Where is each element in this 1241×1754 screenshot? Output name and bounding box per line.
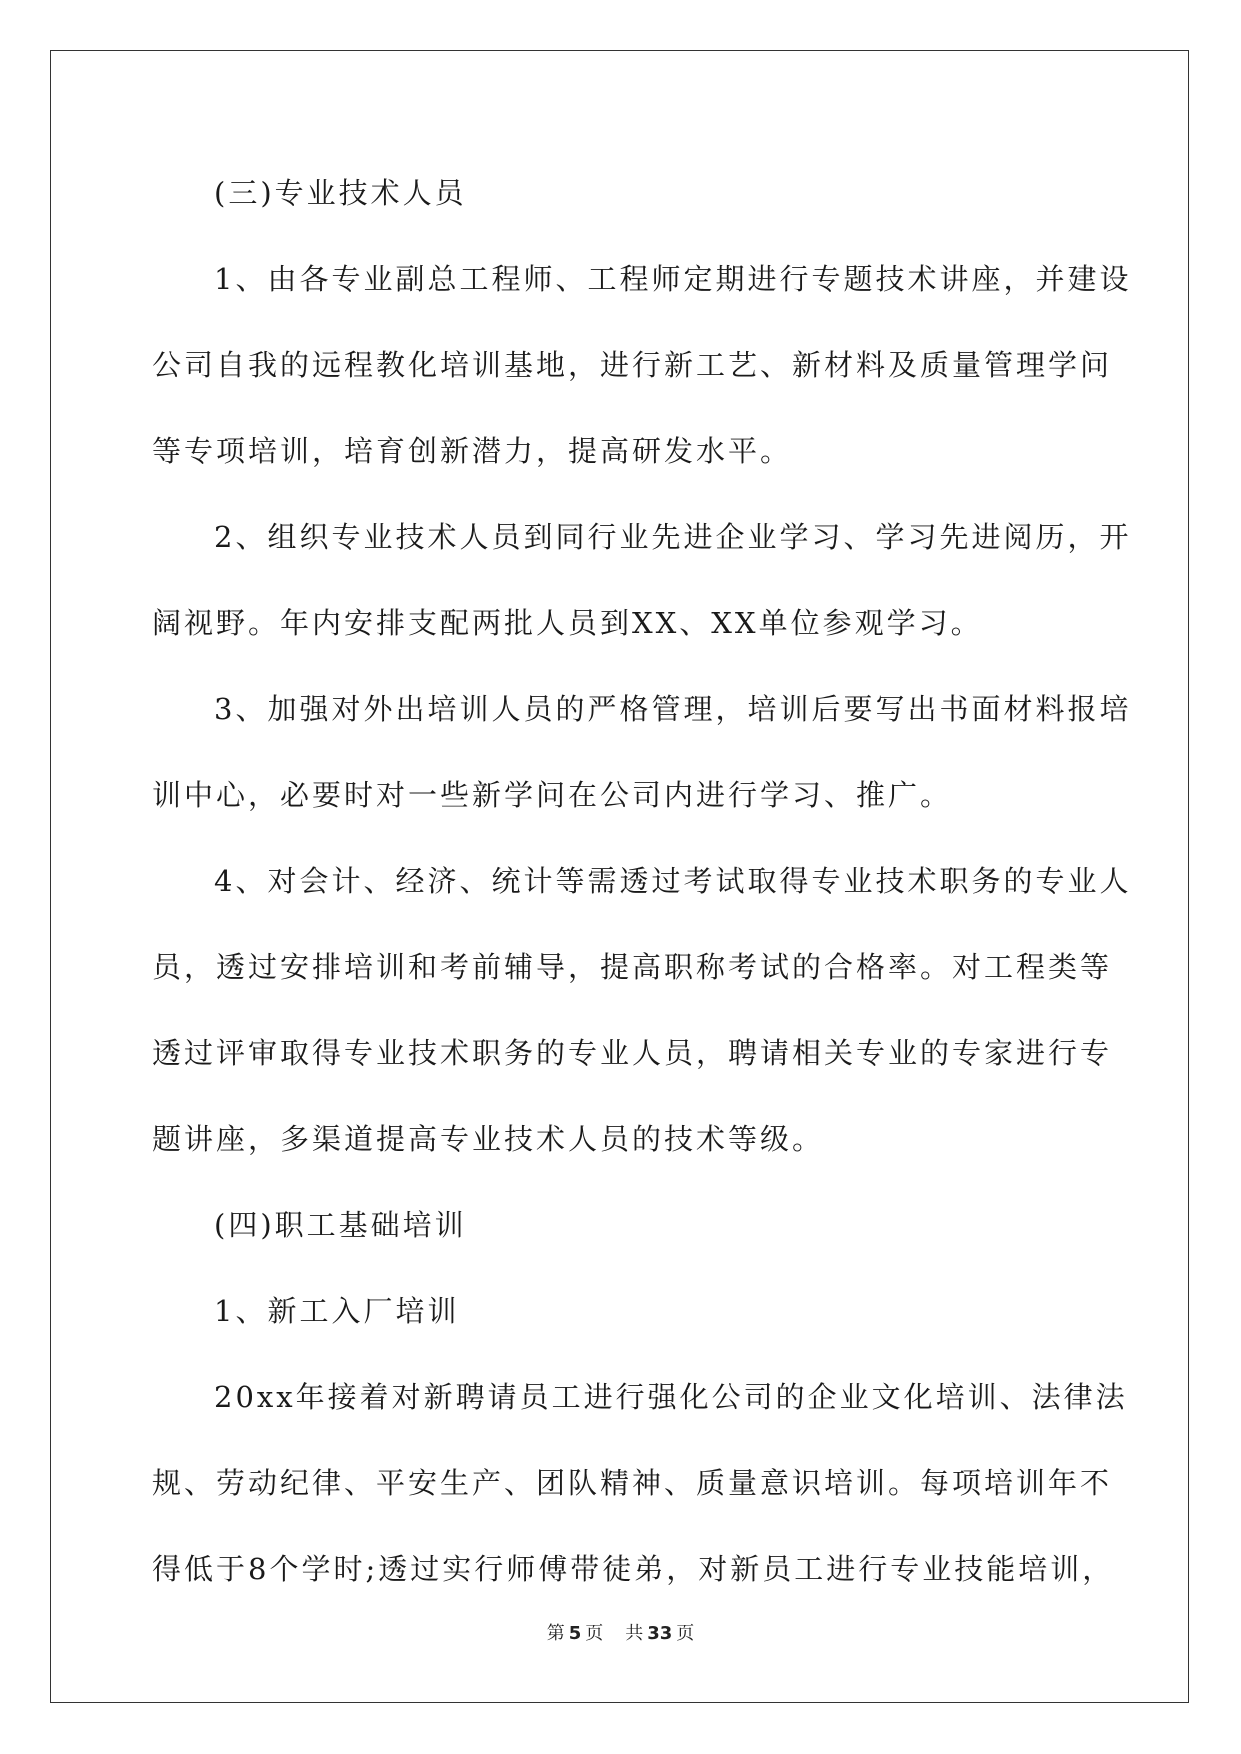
paragraph-line: 2、组织专业技术人员到同行业先进企业学习、学习先进阅历，开 (214, 520, 1132, 554)
paragraph-line: 得低于8个学时;透过实行师傅带徒弟，对新员工进行专业技能培训， (152, 1552, 1115, 1586)
paragraph-line: 1、由各专业副总工程师、工程师定期进行专题技术讲座，并建设 (214, 262, 1132, 296)
paragraph-line: 题讲座，多渠道提高专业技术人员的技术等级。 (152, 1122, 825, 1156)
paragraph-line: 4、对会计、经济、统计等需透过考试取得专业技术职务的专业人 (214, 864, 1132, 898)
paragraph-line: 员，透过安排培训和考前辅导，提高职称考试的合格率。对工程类等 (152, 950, 1113, 984)
paragraph-line: 20xx年接着对新聘请员工进行强化公司的企业文化培训、法律法 (214, 1380, 1128, 1414)
total-pages-number: 33 (647, 1623, 673, 1644)
page-suffix: 页 (585, 1623, 604, 1644)
section-heading-professional-staff: (三)专业技术人员 (214, 176, 467, 210)
page-footer (0, 1619, 1241, 1645)
section-heading-basic-training: (四)职工基础培训 (214, 1208, 467, 1242)
paragraph-line: 透过评审取得专业技术职务的专业人员，聘请相关专业的专家进行专 (152, 1036, 1113, 1070)
paragraph-line: 训中心，必要时对一些新学问在公司内进行学习、推广。 (152, 778, 953, 812)
subsection-heading-new-employee: 1、新工入厂培训 (214, 1294, 460, 1328)
paragraph-line: 规、劳动纪律、平安生产、团队精神、质量意识培训。每项培训年不 (152, 1466, 1113, 1500)
paragraph-line: 公司自我的远程教化培训基地，进行新工艺、新材料及质量管理学问 (152, 348, 1113, 382)
paragraph-line: 等专项培训，培育创新潜力，提高研发水平。 (152, 434, 793, 468)
total-prefix: 共 (625, 1623, 644, 1644)
document-body (152, 150, 1132, 1612)
total-suffix: 页 (676, 1623, 695, 1644)
current-page-number: 5 (568, 1623, 582, 1644)
page-prefix: 第 (546, 1623, 565, 1644)
paragraph-line: 3、加强对外出培训人员的严格管理，培训后要写出书面材料报培 (214, 692, 1132, 726)
paragraph-line: 阔视野。年内安排支配两批人员到XX、XX单位参观学习。 (152, 606, 983, 640)
